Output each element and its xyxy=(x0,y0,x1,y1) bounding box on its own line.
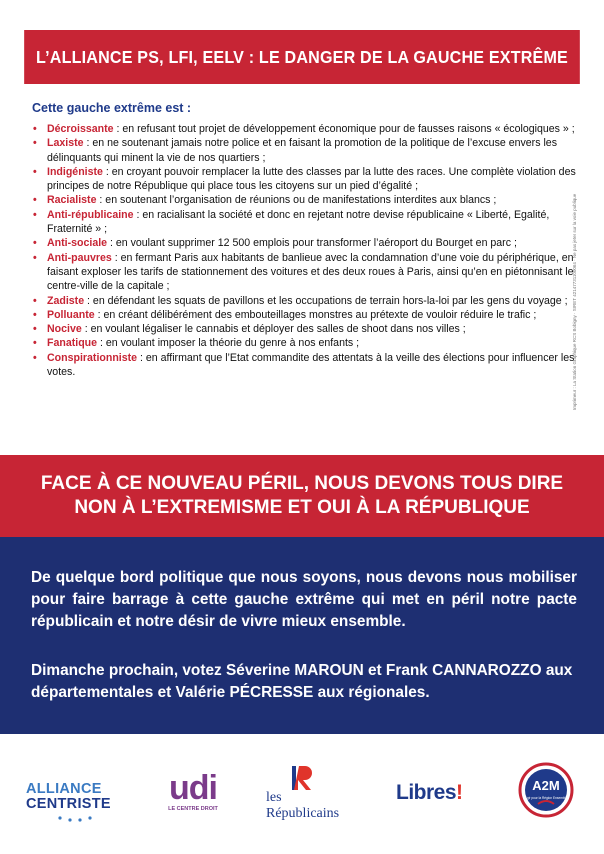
item-term: Zadiste xyxy=(47,294,85,307)
item-term: Fanatique xyxy=(47,337,98,350)
item-term: Racialiste xyxy=(47,194,97,207)
lr-logo-republicains: Républicains xyxy=(266,806,340,821)
bullet-icon: • xyxy=(33,351,37,364)
bullet-icon: • xyxy=(33,208,37,221)
list-item xyxy=(33,122,577,136)
bullet-icon: • xyxy=(33,308,37,321)
party-logos xyxy=(0,734,604,854)
bullet-icon: • xyxy=(33,323,37,336)
banner-line-1: FACE À CE NOUVEAU PÉRIL, NOUS DEVONS TOUS DIRE xyxy=(40,473,564,494)
udi-logo-text: udi xyxy=(169,769,217,807)
bullet-icon: • xyxy=(33,294,37,307)
list-item xyxy=(33,251,577,294)
list-item xyxy=(33,136,577,165)
appeal-block xyxy=(0,537,604,734)
libres-logo-bang: ! xyxy=(456,781,463,804)
item-text: : en défendant les squats de pavillons et les occupations de terrain hors-la-loi par les gens du voyage ; xyxy=(84,294,568,307)
banner-line-2: NON À L’EXTREMISME ET OUI À LA RÉPUBLIQUE xyxy=(74,497,530,518)
list-item xyxy=(33,165,577,194)
item-text: : en voulant supprimer 12 500 emplois pour transformer l’aéroport du Bourget en parc ; xyxy=(107,237,517,250)
bullet-icon: • xyxy=(33,165,37,178)
alliance-logo-line-2: CENTRISTE xyxy=(26,796,111,812)
les-republicains-logo xyxy=(266,764,358,836)
item-term: Polluante xyxy=(47,308,95,321)
item-text: : en ne soutenant jamais notre police et en faisant la promotion de la politique de l’excuse envers les délinquants qui minent la vie de nos quartiers ; xyxy=(47,137,557,164)
item-term: Anti-pauvres xyxy=(47,251,112,264)
header-title: L’ALLIANCE PS, LFI, EELV : LE DANGER DE LA GAUCHE EXTRÊME xyxy=(36,46,568,67)
list-item xyxy=(33,236,577,250)
item-text: : en voulant légaliser le cannabis et déployer des salles de shoot dans nos villes ; xyxy=(81,323,466,336)
bullet-icon: • xyxy=(33,237,37,250)
item-term: Laxiste xyxy=(47,137,84,150)
item-term: Nocive xyxy=(47,323,82,336)
libres-logo xyxy=(396,781,474,811)
item-term: Indigéniste xyxy=(47,165,103,178)
criticism-list xyxy=(33,122,577,379)
a2m-emblem-icon xyxy=(518,762,574,818)
item-term: Décroissante xyxy=(47,123,114,135)
bullet-icon: • xyxy=(33,137,37,150)
stars-icon xyxy=(26,812,126,826)
list-item xyxy=(33,336,577,350)
item-term: Conspirationniste xyxy=(47,351,138,364)
intro-heading: Cette gauche extrême est : xyxy=(32,101,192,115)
item-text: : en voulant imposer la théorie du genre à nos enfants ; xyxy=(97,337,360,350)
bullet-icon: • xyxy=(33,251,37,264)
item-text: : en fermant Paris aux habitants de banlieue avec la condamnation d’une voie du périphérique, en faisant exploser les tarifs de stationnement des voitures et des deux roues à Paris, ainsi qu’en en piétonnisant le centre-ville de la capitale ; xyxy=(47,251,574,293)
item-term: Anti-républicaine xyxy=(47,208,134,221)
item-term: Anti-sociale xyxy=(47,237,108,250)
list-item xyxy=(33,193,577,207)
lr-logo-les: les xyxy=(266,790,282,805)
appeal-paragraph-1: De quelque bord politique que nous soyons, nous devons nous mobiliser pour faire barrage à cette gauche extrême qui met en péril notre pacte républicain et notre désir de vivre mieux ensemble. xyxy=(31,569,577,630)
appeal-paragraph-2: Dimanche prochain, votez Séverine MAROUN et Frank CANNAROZZO aux départementales et Valérie PÉCRESSE aux régionales. xyxy=(31,662,573,701)
item-text: : en croyant pouvoir remplacer la lutte des classes par la lutte des races. Une complète violation des principes de notre République qui place tous les citoyens sur un pied d’égalité ; xyxy=(47,165,576,193)
item-text: : en racialisant la société et donc en rejetant notre devise républicaine « Liberté, Egalité, Fraternité » ; xyxy=(47,208,550,236)
call-banner xyxy=(0,455,604,537)
lr-mark-text: LR xyxy=(266,764,268,765)
list-item xyxy=(33,322,577,336)
list-item xyxy=(33,308,577,322)
alliance-logo-line-1: ALLIANCE xyxy=(26,781,102,797)
item-text: : en affirmant que l’Etat commandite des attentats à la veille des élections pour influencer les votes. xyxy=(47,351,575,379)
item-text: : en soutenant l’organisation de réunions ou de manifestations interdites aux blancs ; xyxy=(96,194,497,207)
printer-note: Imprimeur : La Station Graphique RCS Bobigny · SIRET 42147731100064 · Ne pas jeter sur la voie publique xyxy=(572,193,577,410)
list-item xyxy=(33,294,577,308)
item-text: : en refusant tout projet de développement économique pour de fausses raisons « écologiques » ; xyxy=(113,123,575,135)
bullet-icon: • xyxy=(33,123,37,135)
a2m-logo-subtitle: Agir pour la Région Ensemble xyxy=(524,796,568,800)
alliance-centriste-logo xyxy=(26,782,126,826)
bullet-icon: • xyxy=(33,337,37,350)
list-item xyxy=(33,351,577,380)
lr-mark-icon xyxy=(266,764,358,792)
header-banner xyxy=(24,30,580,84)
item-text: : en créant délibérément des embouteillages monstres au prétexte de vouloir réduire le trafic ; xyxy=(94,308,537,321)
udi-logo xyxy=(163,770,223,826)
libres-logo-text: Libres xyxy=(396,781,457,804)
bullet-icon: • xyxy=(33,194,37,207)
a2m-logo xyxy=(518,762,574,818)
list-item xyxy=(33,208,577,237)
udi-logo-subtitle: LE CENTRE DROIT xyxy=(168,806,218,812)
a2m-logo-text: A2M xyxy=(532,778,560,793)
